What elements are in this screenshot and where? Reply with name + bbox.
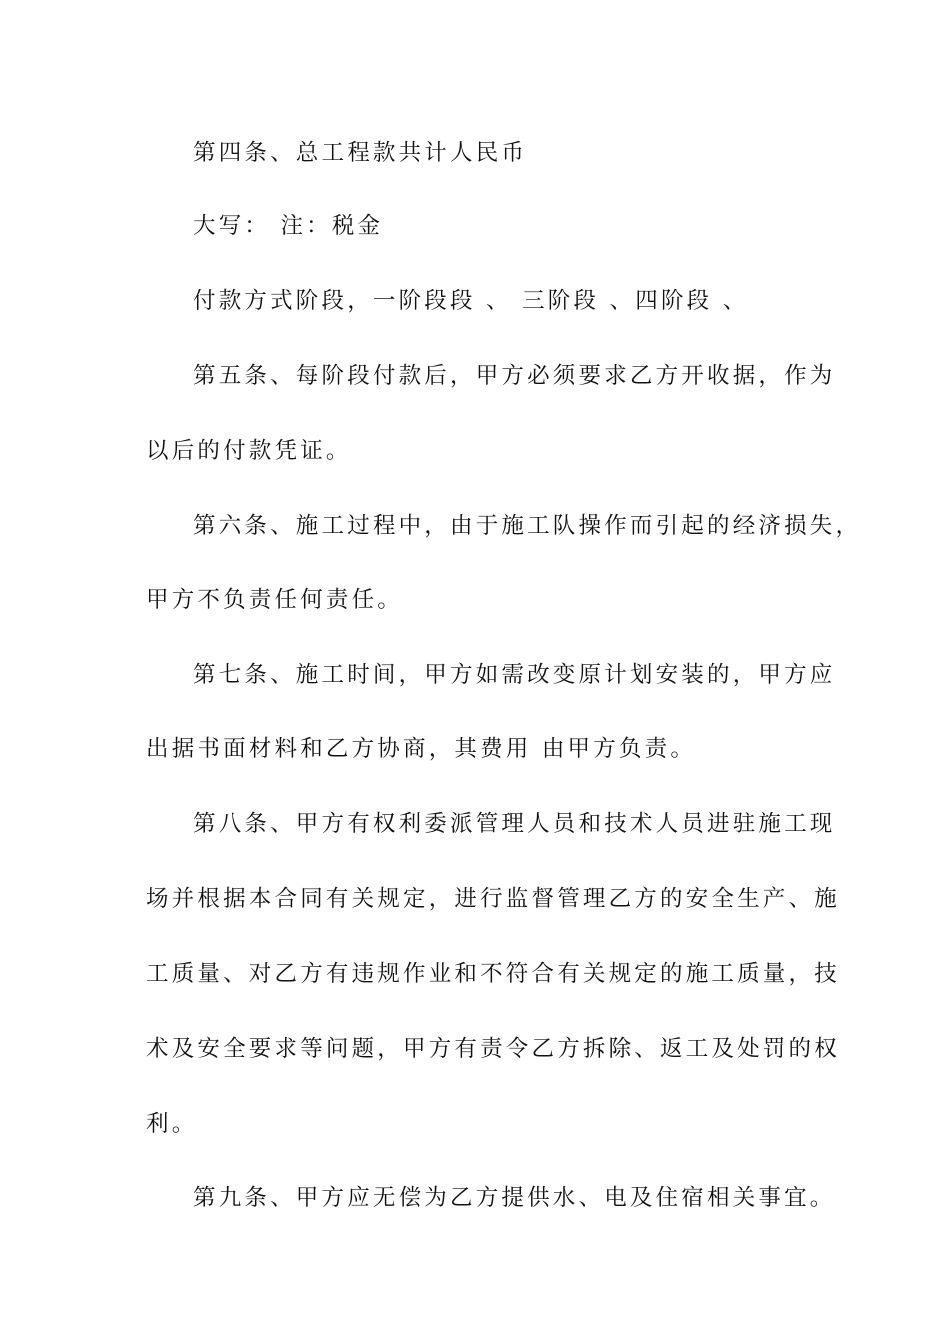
amount-words-line: 大写： 注：税金 [193,213,384,239]
clause-7-line-1: 第七条、施工时间，甲方如需改变原计划安装的，甲方应 [193,662,836,688]
payment-stages-line: 付款方式阶段，一阶段段 、 三阶段 、四阶段 、 [193,288,749,314]
clause-8-line-2: 场并根据本合同有关规定，进行监督管理乙方的安全生产、施 [146,886,840,912]
clause-6-line-1: 第六条、施工过程中，由于施工队操作而引起的经济损失， [193,513,862,539]
clause-7-line-2: 出据书面材料和乙方协商，其费用 由甲方负责。 [146,736,697,762]
clause-5-line-2: 以后的付款凭证。 [146,438,352,464]
clause-8-line-1: 第八条、甲方有权利委派管理人员和技术人员进驻施工现 [193,811,836,837]
clause-9-line: 第九条、甲方应无偿为乙方提供水、电及住宿相关事宜。 [193,1185,836,1211]
clause-6-line-2: 甲方不负责任何责任。 [146,587,404,613]
clause-8-line-3: 工质量、对乙方有违规作业和不符合有关规定的施工质量，技 [146,961,840,987]
clause-8-line-5: 利。 [146,1111,198,1137]
clause-5-line-1: 第五条、每阶段付款后，甲方必须要求乙方开收据，作为 [193,363,836,389]
clause-4-line: 第四条、总工程款共计人民币 [193,140,528,166]
clause-8-line-4: 术及安全要求等问题，甲方有责令乙方拆除、返工及处罚的权 [146,1036,840,1062]
